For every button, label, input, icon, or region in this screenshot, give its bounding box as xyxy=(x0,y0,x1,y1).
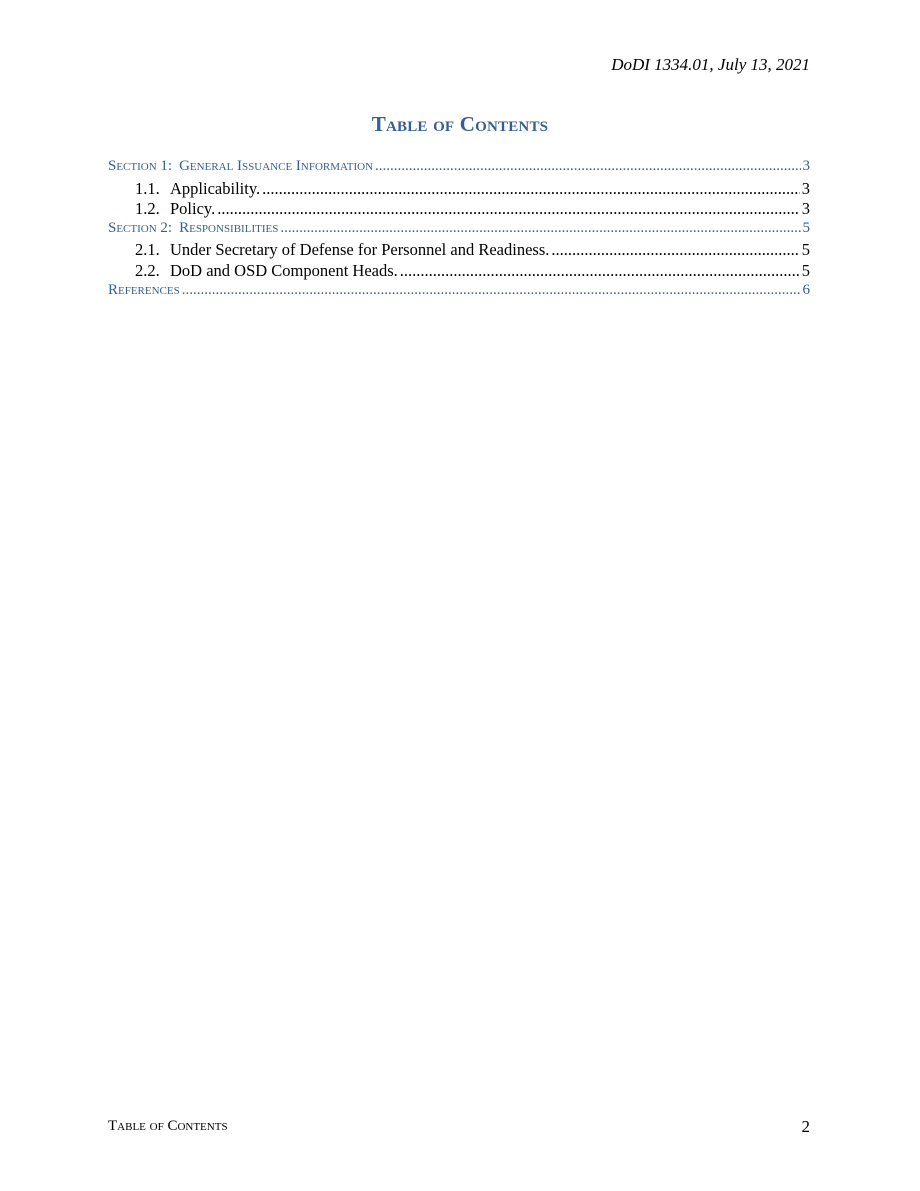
dot-leader xyxy=(551,240,799,260)
document-reference-header: DoDI 1334.01, July 13, 2021 xyxy=(611,55,810,74)
toc-entry-title: Applicability. xyxy=(170,178,261,198)
toc-entry-policy[interactable] xyxy=(108,199,810,220)
toc-entry-number: 2.1. xyxy=(135,240,160,260)
toc-entry-label xyxy=(135,261,398,281)
toc-entry-number: Section 2: xyxy=(108,219,173,236)
toc-entry-title: General Issuance Information xyxy=(179,158,374,174)
footer-page-number: 2 xyxy=(801,1117,810,1136)
dot-leader xyxy=(262,179,800,199)
toc-entry-section-2[interactable] xyxy=(108,220,810,241)
toc-entry-title: DoD and OSD Component Heads. xyxy=(170,260,398,280)
toc-entry-label xyxy=(108,220,278,237)
toc-entry-title: Policy. xyxy=(170,199,216,219)
toc-entry-page: 5 xyxy=(801,240,810,260)
dot-leader xyxy=(280,220,800,237)
toc-entry-title: Responsibilities xyxy=(179,219,279,236)
toc-entry-usd-personnel-readiness[interactable] xyxy=(108,240,810,261)
table-of-contents xyxy=(108,158,810,302)
toc-entry-label xyxy=(135,179,260,199)
toc-entry-applicability[interactable] xyxy=(108,179,810,200)
toc-entry-title: Under Secretary of Defense for Personnel and Readiness. xyxy=(170,240,550,260)
toc-entry-page: 3 xyxy=(802,158,810,174)
toc-entry-label xyxy=(108,282,180,299)
toc-entry-references[interactable] xyxy=(108,282,810,303)
toc-entry-page: 3 xyxy=(801,178,810,198)
toc-entry-component-heads[interactable] xyxy=(108,261,810,282)
toc-entry-title: References xyxy=(108,281,180,298)
toc-entry-number: 1.1. xyxy=(135,178,160,198)
toc-entry-number: 1.2. xyxy=(135,199,160,219)
toc-entry-label xyxy=(135,199,215,219)
toc-entry-number: 2.2. xyxy=(135,260,160,280)
toc-entry-page: 5 xyxy=(802,219,810,236)
toc-entry-page: 3 xyxy=(801,199,810,219)
toc-entry-label xyxy=(108,158,373,175)
dot-leader xyxy=(375,158,800,175)
page-title: Table of Contents xyxy=(371,112,549,136)
dot-leader xyxy=(182,282,801,299)
toc-entry-number: Section 1: xyxy=(108,158,173,174)
toc-entry-page: 6 xyxy=(802,281,810,298)
toc-entry-page: 5 xyxy=(801,260,810,280)
toc-entry-section-1[interactable] xyxy=(108,158,810,179)
dot-leader xyxy=(400,261,800,281)
footer-section-name: Table of Contents xyxy=(108,1118,228,1134)
dot-leader xyxy=(217,199,800,219)
toc-entry-label xyxy=(135,240,549,260)
